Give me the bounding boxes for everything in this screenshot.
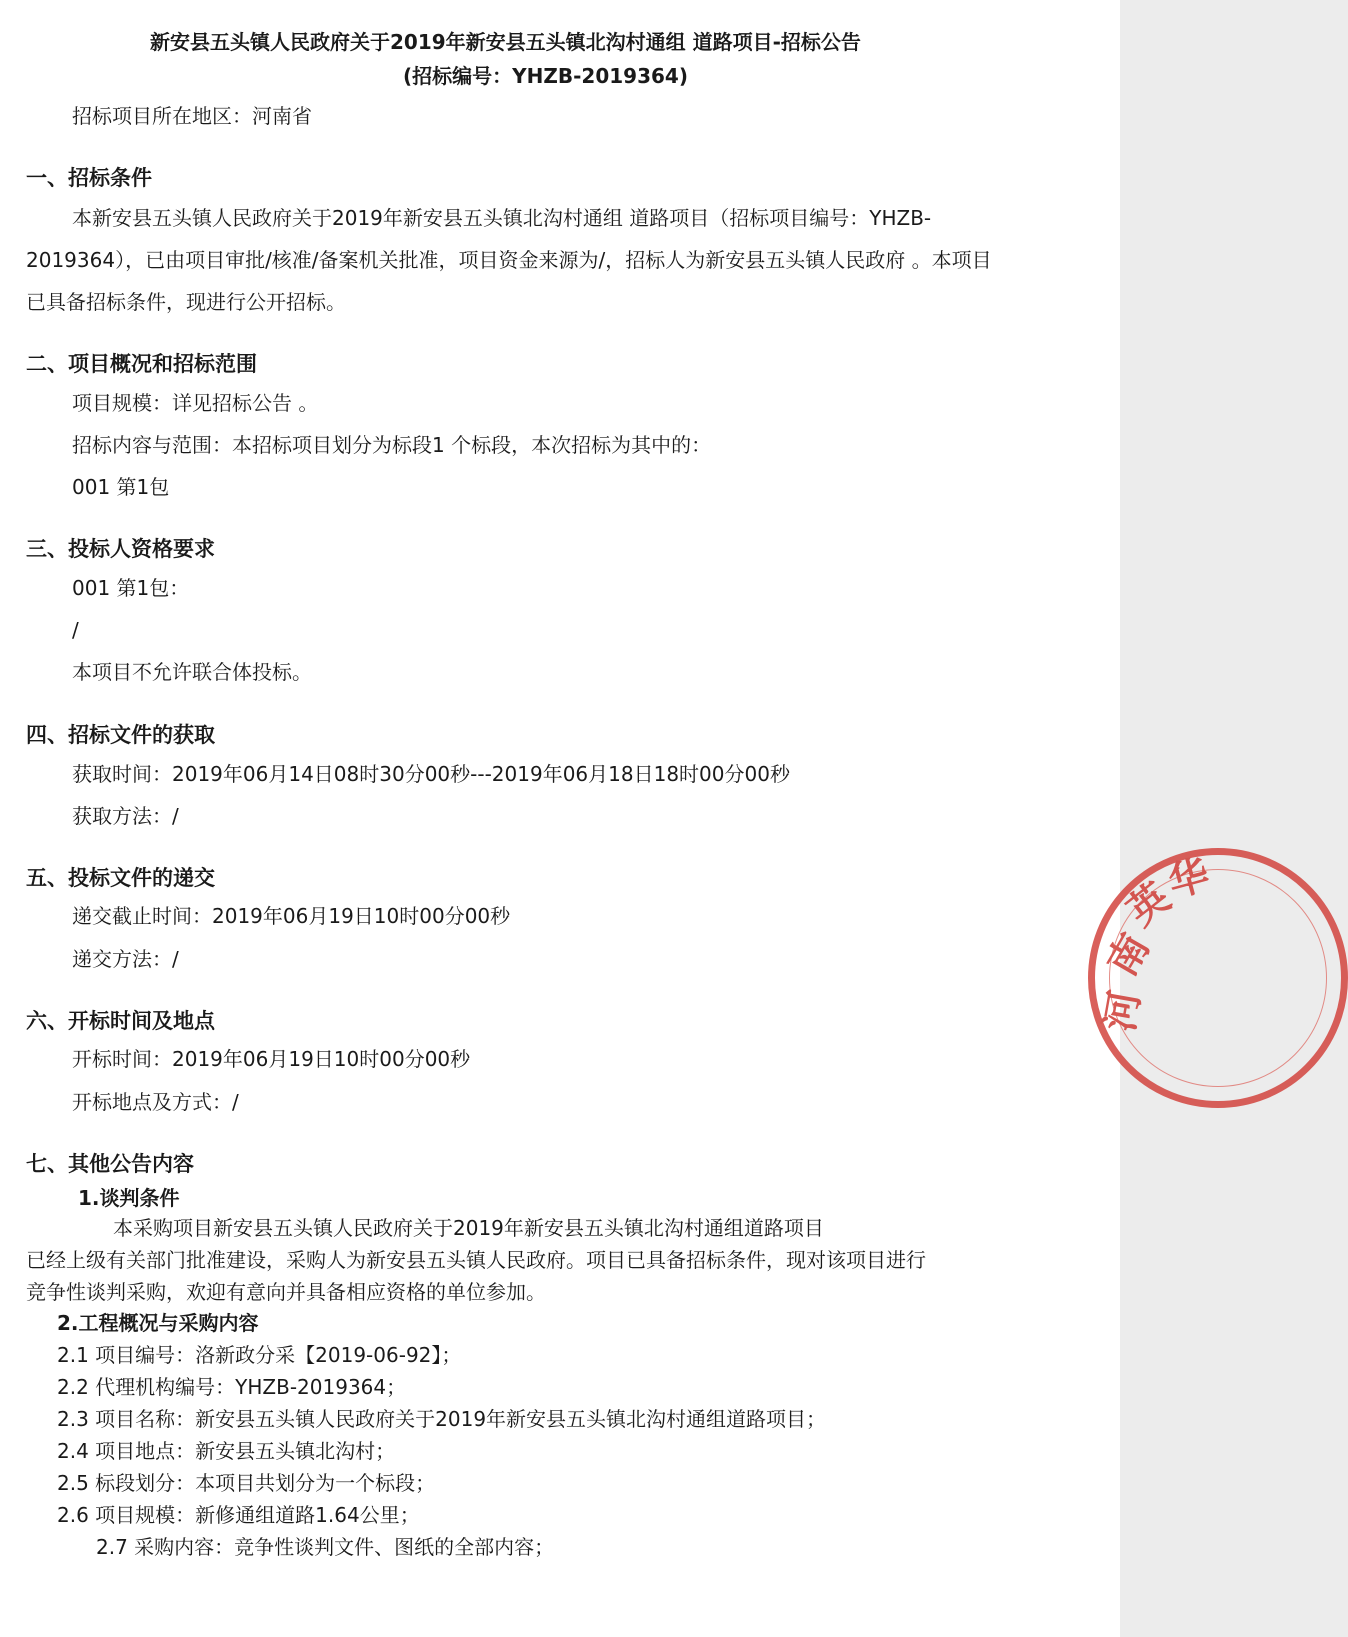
negotiation-conditions-heading: 1.谈判条件 (78, 1186, 180, 1210)
opening-place: 开标地点及方式：/ (72, 1090, 239, 1114)
section-1-heading: 一、招标条件 (26, 166, 152, 190)
consortium-note: 本项目不允许联合体投标。 (72, 660, 312, 684)
list-item: 2.4 项目地点：新安县五头镇北沟村； (57, 1439, 396, 1463)
section-1-para-line-2: 2019364），已由项目审批/核准/备案机关批准，项目资金来源为/，招标人为新安县五头镇人民政府 。本项目 (26, 248, 992, 272)
section-5-heading: 五、投标文件的递交 (26, 866, 215, 890)
list-item: 2.7 采购内容：竞争性谈判文件、图纸的全部内容； (96, 1535, 555, 1559)
section-1-para-line-1: 本新安县五头镇人民政府关于2019年新安县五头镇北沟村通组 道路项目（招标项目编号：YHZB- (72, 206, 932, 230)
seal-character: 南 (1098, 925, 1159, 984)
list-item: 2.5 标段划分：本项目共划分为一个标段； (57, 1471, 436, 1495)
section-3-heading: 三、投标人资格要求 (26, 537, 215, 561)
seal-character: 河 (1095, 987, 1150, 1035)
project-region: 招标项目所在地区：河南省 (72, 104, 312, 128)
list-item: 2.1 项目编号：洛新政分采【2019-06-92】； (57, 1343, 462, 1367)
section-1-para-line-3: 已具备招标条件，现进行公开招标。 (26, 290, 346, 314)
section-4-heading: 四、招标文件的获取 (26, 723, 215, 747)
section-6-heading: 六、开标时间及地点 (26, 1009, 215, 1033)
negotiation-para-line-3: 竞争性谈判采购，欢迎有意向并具备相应资格的单位参加。 (26, 1280, 546, 1304)
project-scope: 招标内容与范围：本招标项目划分为标段1 个标段，本次招标为其中的： (72, 433, 712, 457)
project-overview-heading: 2.工程概况与采购内容 (57, 1311, 259, 1335)
acquisition-time: 获取时间：2019年06月14日08时30分00秒---2019年06月18日18时00分00秒 (72, 762, 790, 786)
list-item: 2.6 项目规模：新修通组道路1.64公里； (57, 1503, 420, 1527)
package-label: 001 第1包 (72, 475, 170, 499)
doc-title: 新安县五头镇人民政府关于2019年新安县五头镇北沟村通组 道路项目-招标公告 (150, 30, 861, 54)
section-2-heading: 二、项目概况和招标范围 (26, 352, 257, 376)
company-seal-stamp (1088, 848, 1348, 1108)
negotiation-para-line-1: 本采购项目新安县五头镇人民政府关于2019年新安县五头镇北沟村通组道路项目 (113, 1216, 824, 1240)
submission-method: 递交方法：/ (72, 947, 179, 971)
negotiation-para-line-2: 已经上级有关部门批准建设，采购人为新安县五头镇人民政府。项目已具备招标条件，现对该项目进行 (26, 1248, 926, 1272)
seal-character: 华 (1163, 850, 1215, 907)
project-scale: 项目规模：详见招标公告 。 (72, 391, 319, 415)
list-item: 2.2 代理机构编号：YHZB-2019364； (57, 1375, 407, 1399)
doc-number: (招标编号：YHZB-2019364) (403, 64, 688, 88)
opening-time: 开标时间：2019年06月19日10时00分00秒 (72, 1047, 471, 1071)
acquisition-method: 获取方法：/ (72, 804, 179, 828)
qualification-value: / (72, 618, 79, 642)
qualification-package: 001 第1包： (72, 576, 190, 600)
seal-character: 英 (1118, 873, 1179, 936)
list-item: 2.3 项目名称：新安县五头镇人民政府关于2019年新安县五头镇北沟村通组道路项目； (57, 1407, 827, 1431)
section-7-heading: 七、其他公告内容 (26, 1152, 194, 1176)
submission-deadline: 递交截止时间：2019年06月19日10时00分00秒 (72, 904, 511, 928)
